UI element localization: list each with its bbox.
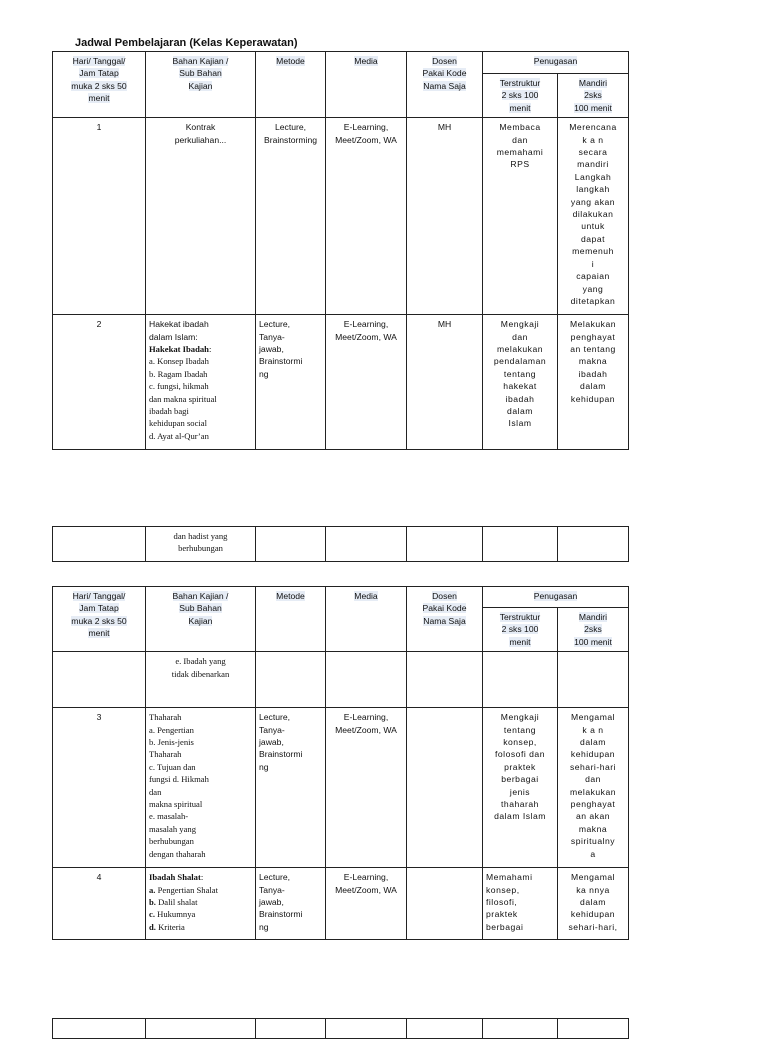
bahan-list: a. Konsep Ibadah b. Ragam Ibadah c. fungsi, hikmah dan makna spiritual ibadah bagi kehidupan social d. Ayat al-Qur’an — [149, 356, 217, 441]
bahan-heading: Hakekat Ibadah: — [149, 344, 212, 355]
empty-cell — [53, 652, 146, 708]
empty-cell — [256, 652, 326, 708]
header-media: Media — [326, 52, 407, 118]
table-row — [53, 118, 629, 315]
metode-cell: Lecture, Tanya- jawab, Brainstormi ng — [256, 708, 326, 868]
bahan-cell — [146, 315, 256, 450]
mandiri-cell: Mengamal ka nnya dalam kehidupan sehari-hari, — [558, 868, 629, 940]
header-dosen: Dosen Pakai Kode Nama Saja — [407, 587, 483, 652]
header-mandiri: Mandiri 2sks 100 menit — [558, 74, 629, 118]
empty-cell — [146, 1019, 256, 1039]
mandiri-cell: Merencana k a n secara mandiri Langkah langkah yang akan dilakukan untuk dapat memenuh i capaian yang ditetapkan — [558, 118, 629, 315]
list-item: b. Dalil shalat — [149, 897, 198, 908]
bahan-cell: e. Ibadah yang tidak dibenarkan — [146, 652, 256, 708]
bahan-intro: Hakekat ibadah dalam Islam: — [149, 319, 209, 342]
header-penugasan: Penugasan — [483, 587, 629, 608]
header-media: Media — [326, 587, 407, 652]
bahan-cell: Thaharah a. Pengertian b. Jenis-jenis Thaharah c. Tujuan dan fungsi d. Hikmah dan makna spiritual e. masalah- masalah yang berhubungan dengan thaharah — [146, 708, 256, 868]
schedule-table-continuation — [52, 526, 629, 562]
schedule-table-2 — [52, 586, 629, 940]
metode-cell: Lecture, Tanya- jawab, Brainstormi ng — [256, 868, 326, 940]
list-item: a. Pengertian Shalat — [149, 884, 218, 895]
empty-cell — [53, 527, 146, 562]
header-bahan-kajian: Bahan Kajian / Sub Bahan Kajian — [146, 587, 256, 652]
row-number: 2 — [53, 315, 146, 450]
header-terstruktur: Terstruktur 2 sks 100 menit — [483, 608, 558, 652]
empty-cell — [483, 1019, 558, 1039]
header-mandiri: Mandiri 2sks 100 menit — [558, 608, 629, 652]
empty-cell — [326, 652, 407, 708]
dosen-cell — [407, 868, 483, 940]
table-row — [53, 708, 629, 868]
terstruktur-cell: Mengkaji tentang konsep, folosofi dan praktek berbagai jenis thaharah dalam Islam — [483, 708, 558, 868]
terstruktur-cell: Mengkaji dan melakukan pendalaman tentang hakekat ibadah dalam Islam — [483, 315, 558, 450]
bahan-heading: Ibadah Shalat: — [149, 872, 204, 883]
header-hari: Hari/ Tanggal/ Jam Tatap muka 2 sks 50 menit — [53, 587, 146, 652]
empty-cell — [407, 1019, 483, 1039]
schedule-table-next-page — [52, 1018, 629, 1039]
header-dosen: Dosen Pakai Kode Nama Saja — [407, 52, 483, 118]
list-item: d. Kriteria — [149, 921, 185, 932]
header-bahan-kajian: Bahan Kajian / Sub Bahan Kajian — [146, 52, 256, 118]
empty-cell — [558, 1019, 629, 1039]
dosen-cell: MH — [407, 315, 483, 450]
bahan-cell: Kontrak perkuliahan... — [146, 118, 256, 315]
header-metode: Metode — [256, 52, 326, 118]
bahan-cell — [146, 868, 256, 940]
mandiri-cell: Melakukan penghayat an tentang makna ibadah dalam kehidupan — [558, 315, 629, 450]
empty-cell — [558, 527, 629, 562]
dosen-cell — [407, 708, 483, 868]
bahan-cell: dan hadist yang berhubungan — [146, 527, 256, 562]
table-row — [53, 868, 629, 940]
row-number: 1 — [53, 118, 146, 315]
empty-cell — [53, 1019, 146, 1039]
empty-cell — [407, 652, 483, 708]
header-penugasan: Penugasan — [483, 52, 629, 74]
empty-cell — [326, 1019, 407, 1039]
dosen-cell: MH — [407, 118, 483, 315]
empty-cell — [407, 527, 483, 562]
header-metode: Metode — [256, 587, 326, 652]
empty-cell — [256, 527, 326, 562]
table-row — [53, 652, 629, 708]
media-cell: E-Learning, Meet/Zoom, WA — [326, 315, 407, 450]
list-item: c. Hukumnya — [149, 909, 196, 920]
empty-cell — [483, 527, 558, 562]
document-title: Jadwal Pembelajaran (Kelas Keperawatan) — [75, 37, 298, 49]
empty-cell — [483, 652, 558, 708]
empty-cell — [326, 527, 407, 562]
row-number: 4 — [53, 868, 146, 940]
terstruktur-cell: Membaca dan memahami RPS — [483, 118, 558, 315]
media-cell: E-Learning, Meet/Zoom, WA — [326, 118, 407, 315]
mandiri-cell: Mengamal k a n dalam kehidupan sehari-hari dan melakukan penghayat an akan makna spiritualny a — [558, 708, 629, 868]
header-terstruktur: Terstruktur 2 sks 100 menit — [483, 74, 558, 118]
table-row — [53, 315, 629, 450]
schedule-table-1 — [52, 51, 629, 450]
header-hari: Hari/ Tanggal/ Jam Tatap muka 2 sks 50 menit — [53, 52, 146, 118]
terstruktur-cell: Memahami konsep, filosofi, praktek berbagai — [483, 868, 558, 940]
media-cell: E-Learning, Meet/Zoom, WA — [326, 868, 407, 940]
row-number: 3 — [53, 708, 146, 868]
media-cell: E-Learning, Meet/Zoom, WA — [326, 708, 407, 868]
empty-cell — [558, 652, 629, 708]
table-row — [53, 527, 629, 562]
metode-cell: Lecture, Brainstorming — [256, 118, 326, 315]
empty-cell — [256, 1019, 326, 1039]
metode-cell: Lecture, Tanya- jawab, Brainstormi ng — [256, 315, 326, 450]
